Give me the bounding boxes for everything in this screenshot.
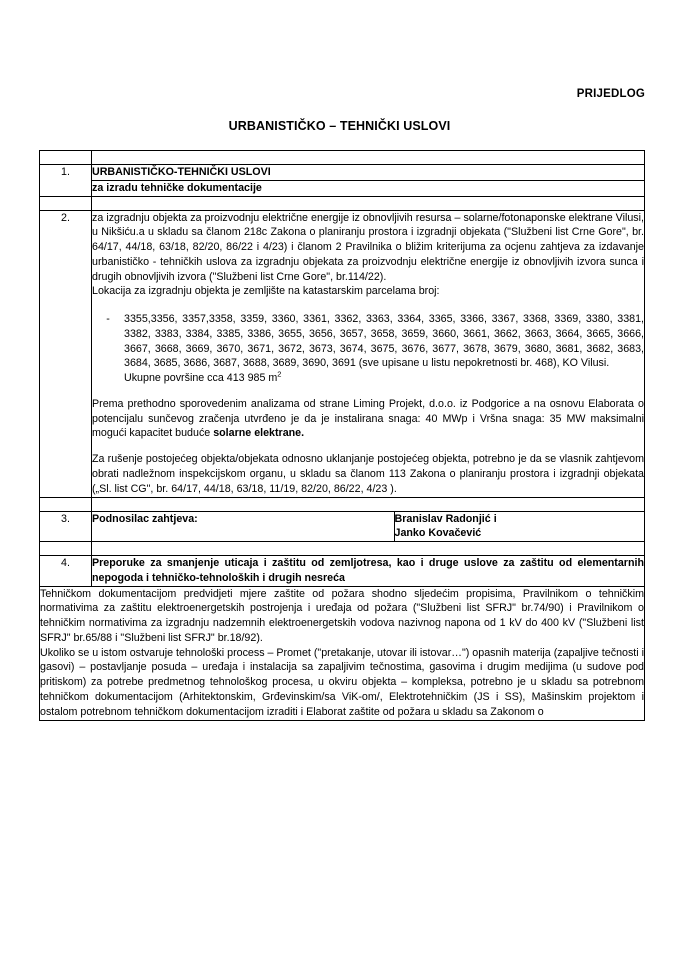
row4-heading: Preporuke za smanjenje uticaja i zaštitu od zemljotresa, kao i druge uslove za zaštitu od elementarnih nepogoda i tehničko-tehnoloških i drugih nesreća: [92, 556, 645, 587]
row2-paragraph-1: za izgradnju objekta za proizvodnju električne energije iz obnovljivih resursa – solarne/fotonaponske elektrane Vilusi, u Nikšiću.a u skladu sa članom 218c Zakona o planiranju prostora i izgradnji objekata ("Službeni list Crne Gore", br. 64/17, 44/18, 63/18, 82/20, 86/22 i 4/23) i članom 2 Pravilnika o bližim kriterijuma za ocjenu zahtjeva za izdavanje urbanističko - tehničkih uslova za izgradnju objekata za proizvodnju električne energije iz obnovljivih izvora sunca i drugih obnovljivih izvora ("Službeni list Crne Gore", br.114/22).: [92, 211, 644, 283]
table-row-1-subtitle: [40, 180, 645, 196]
square-meter-superscript: 2: [277, 369, 282, 379]
row2-paragraph-2: Lokacija za izgradnju objekta je zemljište na katastarskim parcelama broj:: [92, 285, 440, 298]
spacer-cell-right: [92, 196, 645, 210]
row4-content: [40, 586, 645, 720]
row1-subtitle: za izradu tehničke dokumentacije: [92, 180, 645, 196]
row2-paragraph-3-text: Prema prethodno sporovedenim analizama od strane Liming Projekt, d.o.o. iz Podgorice a na osnovu Elaborata o potencijalu sunčevog zračenja utvrđeno je da je instalirana snaga: 40 MWp i Vršna snaga: 35 MW maksimalni mogući kapacitet buduće: [92, 397, 644, 440]
applicant-name-2: Janko Kovačević: [394, 527, 482, 540]
row-number-1: 1.: [40, 165, 92, 197]
row1-title: URBANISTIČKO-TEHNIČKI USLOVI: [92, 165, 645, 181]
applicant-row: [92, 512, 644, 542]
spacer-cell-left: [40, 542, 92, 556]
table-row-4-body: [40, 586, 645, 720]
row2-paragraph-3-emphasis: solarne elektrane.: [213, 427, 305, 440]
row-number-2: 2.: [40, 210, 92, 497]
paragraph-gap: [92, 386, 644, 397]
table-row-3-applicant: [40, 511, 645, 542]
row4-paragraph-2: Ukoliko se u istom ostvaruje tehnološki process – Promet ("pretakanje, utovar ili istovar…") opasnih materija (zapaljive tečnosti i gasovi) – postavljanje posuda – uređaja i instalacija sa zapaljivim tečnostima, gasovima i drugim medijima (u sudove pod pritiskom) za potrebe predmetnog tehnološkog procesa, u okviru objekta – kompleksa, potrebno je u skladu sa potrebnom tehničkom dokumentacijom (Arhitektonskim, Grđevinskim/sa ViK-om/, Elektrotehničkim (JS i SS), Mašinskim projektom i ostalom potrebnom tehničkom dokumentacijom izraditi i Elaborat zaštite od požara u skladu sa Zakonom o: [40, 646, 644, 718]
table-row-1-title: [40, 165, 645, 181]
row2-paragraph-3: [92, 397, 644, 441]
parcel-numbers: [124, 312, 644, 386]
applicant-names: [394, 512, 644, 542]
row3-content: [92, 511, 645, 542]
parcel-list: [92, 312, 644, 386]
page-title: URBANISTIČKO – TEHNIČKI USLOVI: [228, 119, 451, 133]
spacer-cell-right: [92, 542, 645, 556]
bullet-dash-icon: -: [106, 313, 110, 326]
table-spacer-row: [40, 497, 645, 511]
paragraph-gap: [92, 441, 644, 452]
spacer-cell-left: [40, 151, 92, 165]
row4-paragraph-1: Tehničkom dokumentacijom predvidjeti mjere zaštite od požara shodno sljedećim propisima, Pravilnikom o tehničkim normativima za zaštitu elektroenergetskih postrojenja i uređaja od požara ("Službeni list SFRJ" br.74/90) i Pravilnikom o tehničkim normativima za izgradnju nadzemnih elektroenergetskih vodova nazivnog napona od 1 kV do 400 kV ("Službeni list SFRJ" br.65/88 i "Službeni list SFRJ" br.18/92).: [40, 587, 644, 644]
row2-content: [92, 210, 645, 497]
parcel-numbers-text: 3355,3356, 3357,3358, 3359, 3360, 3361, 3362, 3363, 3364, 3365, 3366, 3367, 3368, 3369, 3380, 3381, 3382, 3383, 3384, 3385, 3386, 3655, 3656, 3657, 3658, 3659, 3660, 3661, 3662, 3663, 3664, 3665, 3666, 3667, 3668, 3669, 3670, 3671, 3672, 3673, 3674, 3675, 3676, 3677, 3678, 3679, 3680, 3681, 3682, 3683, 3684, 3685, 3686, 3687, 3688, 3689, 3690, 3691 (sve upisane u listu nepokretnosti br. 468), KO Vilusi.: [124, 313, 644, 370]
table-row-2-body: [40, 210, 645, 497]
spacer-cell-left: [40, 497, 92, 511]
table-row-4-heading: [40, 556, 645, 587]
spacer-cell-right: [92, 497, 645, 511]
spacer-cell-right: [92, 151, 645, 165]
parcel-total-area: [124, 371, 644, 386]
applicant-label: Podnosilac zahtjeva:: [92, 512, 198, 525]
spacer-cell-left: [40, 196, 92, 210]
applicant-name-1: Branislav Radonjić i: [394, 512, 497, 525]
table-spacer-row: [40, 151, 645, 165]
table-spacer-row: [40, 196, 645, 210]
applicant-inner-table: [92, 512, 644, 542]
row-number-4: 4.: [40, 556, 92, 587]
row2-paragraph-4: Za rušenje postojećeg objekta/objekata odnosno uklanjanje postojećeg objekta, potrebno je da se vlasnik zahtjevom obrati nadležnom inspekcijskom organu, u skladu sa članom 113 Zakona o planiranju prostora i izgradnji objekata („Sl. list CG", br. 64/17, 44/18, 63/18, 11/19, 82/20, 86/22, 4/23 ).: [92, 453, 644, 495]
proposal-label: PRIJEDLOG: [576, 88, 645, 100]
table-spacer-row: [40, 542, 645, 556]
urban-technical-conditions-table: [39, 150, 645, 721]
parcel-area-text: Ukupne površine cca 413 985 m: [124, 372, 278, 385]
row-number-3: 3.: [40, 511, 92, 542]
